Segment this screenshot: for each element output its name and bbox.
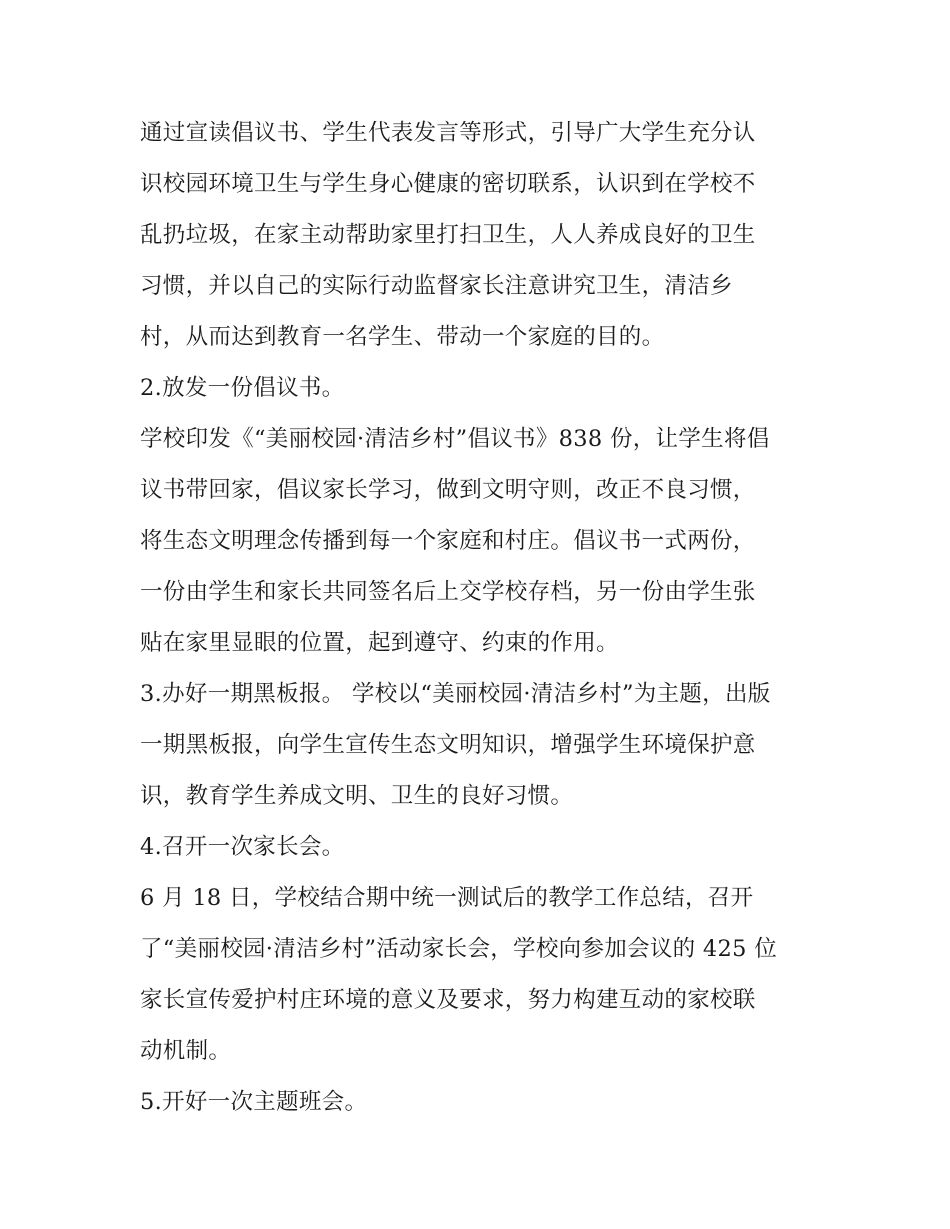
document-body bbox=[140, 108, 820, 1128]
text-line: 识，教育学生养成文明、卫生的良好习惯。 bbox=[140, 783, 574, 809]
text-line: 学校印发《“美丽校园·清洁乡村”倡议书》838 份，让学生将倡 bbox=[140, 426, 770, 452]
text-line: 识校园环境卫生与学生身心健康的密切联系，认识到在学校不 bbox=[140, 171, 756, 197]
text-line: 将生态文明理念传播到每一个家庭和村庄。倡议书一式两份， bbox=[140, 528, 756, 554]
text-line: 一份由学生和家长共同签名后上交学校存档，另一份由学生张 bbox=[140, 579, 756, 605]
text-line: 乱扔垃圾，在家主动帮助家里打扫卫生，人人养成良好的卫生 bbox=[140, 222, 756, 248]
text-line: 家长宣传爱护村庄环境的意义及要求，努力构建互动的家校联 bbox=[140, 987, 756, 1013]
section-heading-3: 3.办好一期黑板报。 学校以“美丽校园·清洁乡村”为主题，出版 bbox=[140, 681, 771, 707]
text-line: 6 月 18 日，学校结合期中统一测试后的教学工作总结，召开 bbox=[140, 885, 754, 911]
section-heading-4: 4.召开一次家长会。 bbox=[140, 834, 345, 860]
text-line: 通过宣读倡议书、学生代表发言等形式，引导广大学生充分认 bbox=[140, 120, 756, 146]
text-line: 议书带回家，倡议家长学习，做到文明守则，改正不良习惯， bbox=[140, 477, 756, 503]
section-heading-2: 2.放发一份倡议书。 bbox=[140, 375, 345, 401]
text-line: 习惯，并以自己的实际行动监督家长注意讲究卫生，清洁乡 bbox=[140, 273, 733, 299]
section-heading-5: 5.开好一次主题班会。 bbox=[140, 1089, 368, 1115]
text-line: 了“美丽校园·清洁乡村”活动家长会，学校向参加会议的 425 位 bbox=[140, 936, 778, 962]
text-line: 一期黑板报，向学生宣传生态文明知识，增强学生环境保护意 bbox=[140, 732, 756, 758]
text-line: 村，从而达到教育一名学生、带动一个家庭的目的。 bbox=[140, 324, 665, 350]
text-line: 动机制。 bbox=[140, 1038, 232, 1064]
text-line: 贴在家里显眼的位置，起到遵守、约束的作用。 bbox=[140, 630, 619, 656]
